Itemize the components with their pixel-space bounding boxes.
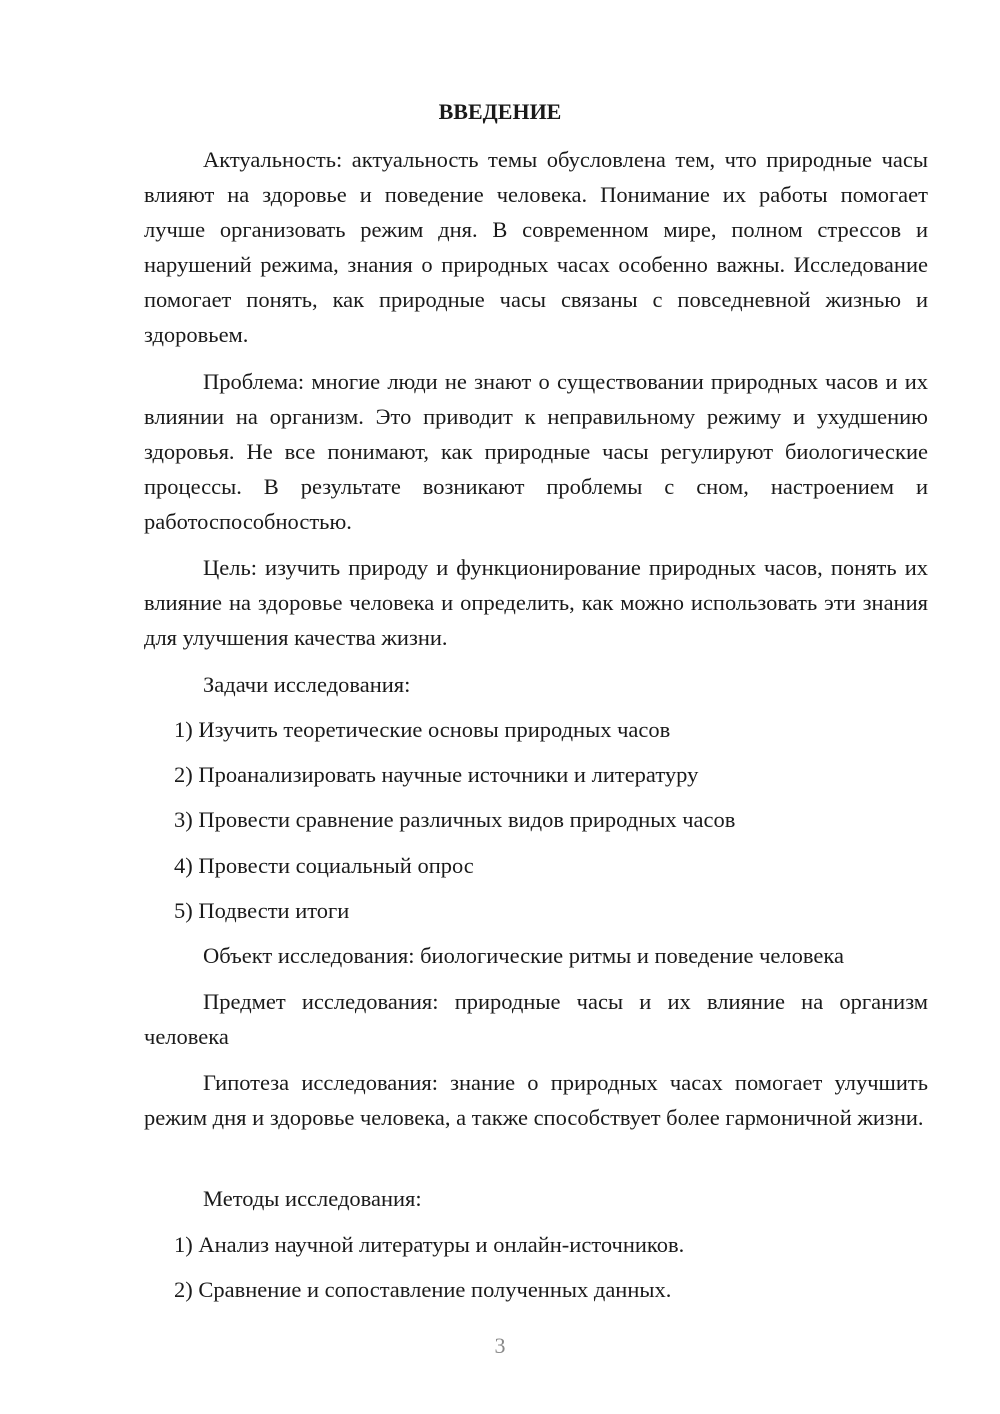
hypothesis-paragraph: Гипотеза исследования: знание о природных часах помогает улучшить режим дня и здоровье человека, а также способствует более гармоничной жизни.: [144, 1070, 928, 1130]
research-subject-paragraph: Предмет исследования: природные часы и их влияние на организм человека: [144, 989, 928, 1049]
task-item-1: 1) Изучить теоретические основы природных часов: [174, 717, 671, 742]
method-item-2: 2) Сравнение и сопоставление полученных данных.: [174, 1277, 672, 1302]
problem-paragraph: Проблема: многие люди не знают о существовании природных часов и их влиянии на организм. Это приводит к неправильному режиму и ухудшению здоровья. Не все понимают, как природные часы регулируют биологические процессы. В результате возникают проблемы с сном, настроением и работоспособностью.: [144, 369, 928, 534]
task-item-3: 3) Провести сравнение различных видов природных часов: [174, 807, 736, 832]
task-item-2: 2) Проанализировать научные источники и литературу: [174, 762, 699, 787]
method-item-1: 1) Анализ научной литературы и онлайн-источников.: [174, 1232, 685, 1257]
page-number: 3: [494, 1333, 506, 1358]
tasks-heading: Задачи исследования:: [203, 672, 411, 697]
methods-heading: Методы исследования:: [203, 1186, 422, 1211]
relevance-paragraph: Актуальность: актуальность темы обусловлена тем, что природные часы влияют на здоровье и поведение человека. Понимание их работы помогает лучше организовать режим дня. В современном мире, полном стрессов и нарушений режима, знания о природных часах особенно важны. Исследование помогает понять, как природные часы связаны с повседневной жизнью и здоровьем.: [144, 147, 928, 347]
section-heading: ВВЕДЕНИЕ: [438, 99, 562, 124]
goal-paragraph: Цель: изучить природу и функционирование природных часов, понять их влияние на здоровье человека и определить, как можно использовать эти знания для улучшения качества жизни.: [144, 555, 928, 650]
task-item-5: 5) Подвести итоги: [174, 898, 350, 923]
research-object-paragraph: Объект исследования: биологические ритмы и поведение человека: [203, 943, 844, 968]
task-item-4: 4) Провести социальный опрос: [174, 853, 474, 878]
